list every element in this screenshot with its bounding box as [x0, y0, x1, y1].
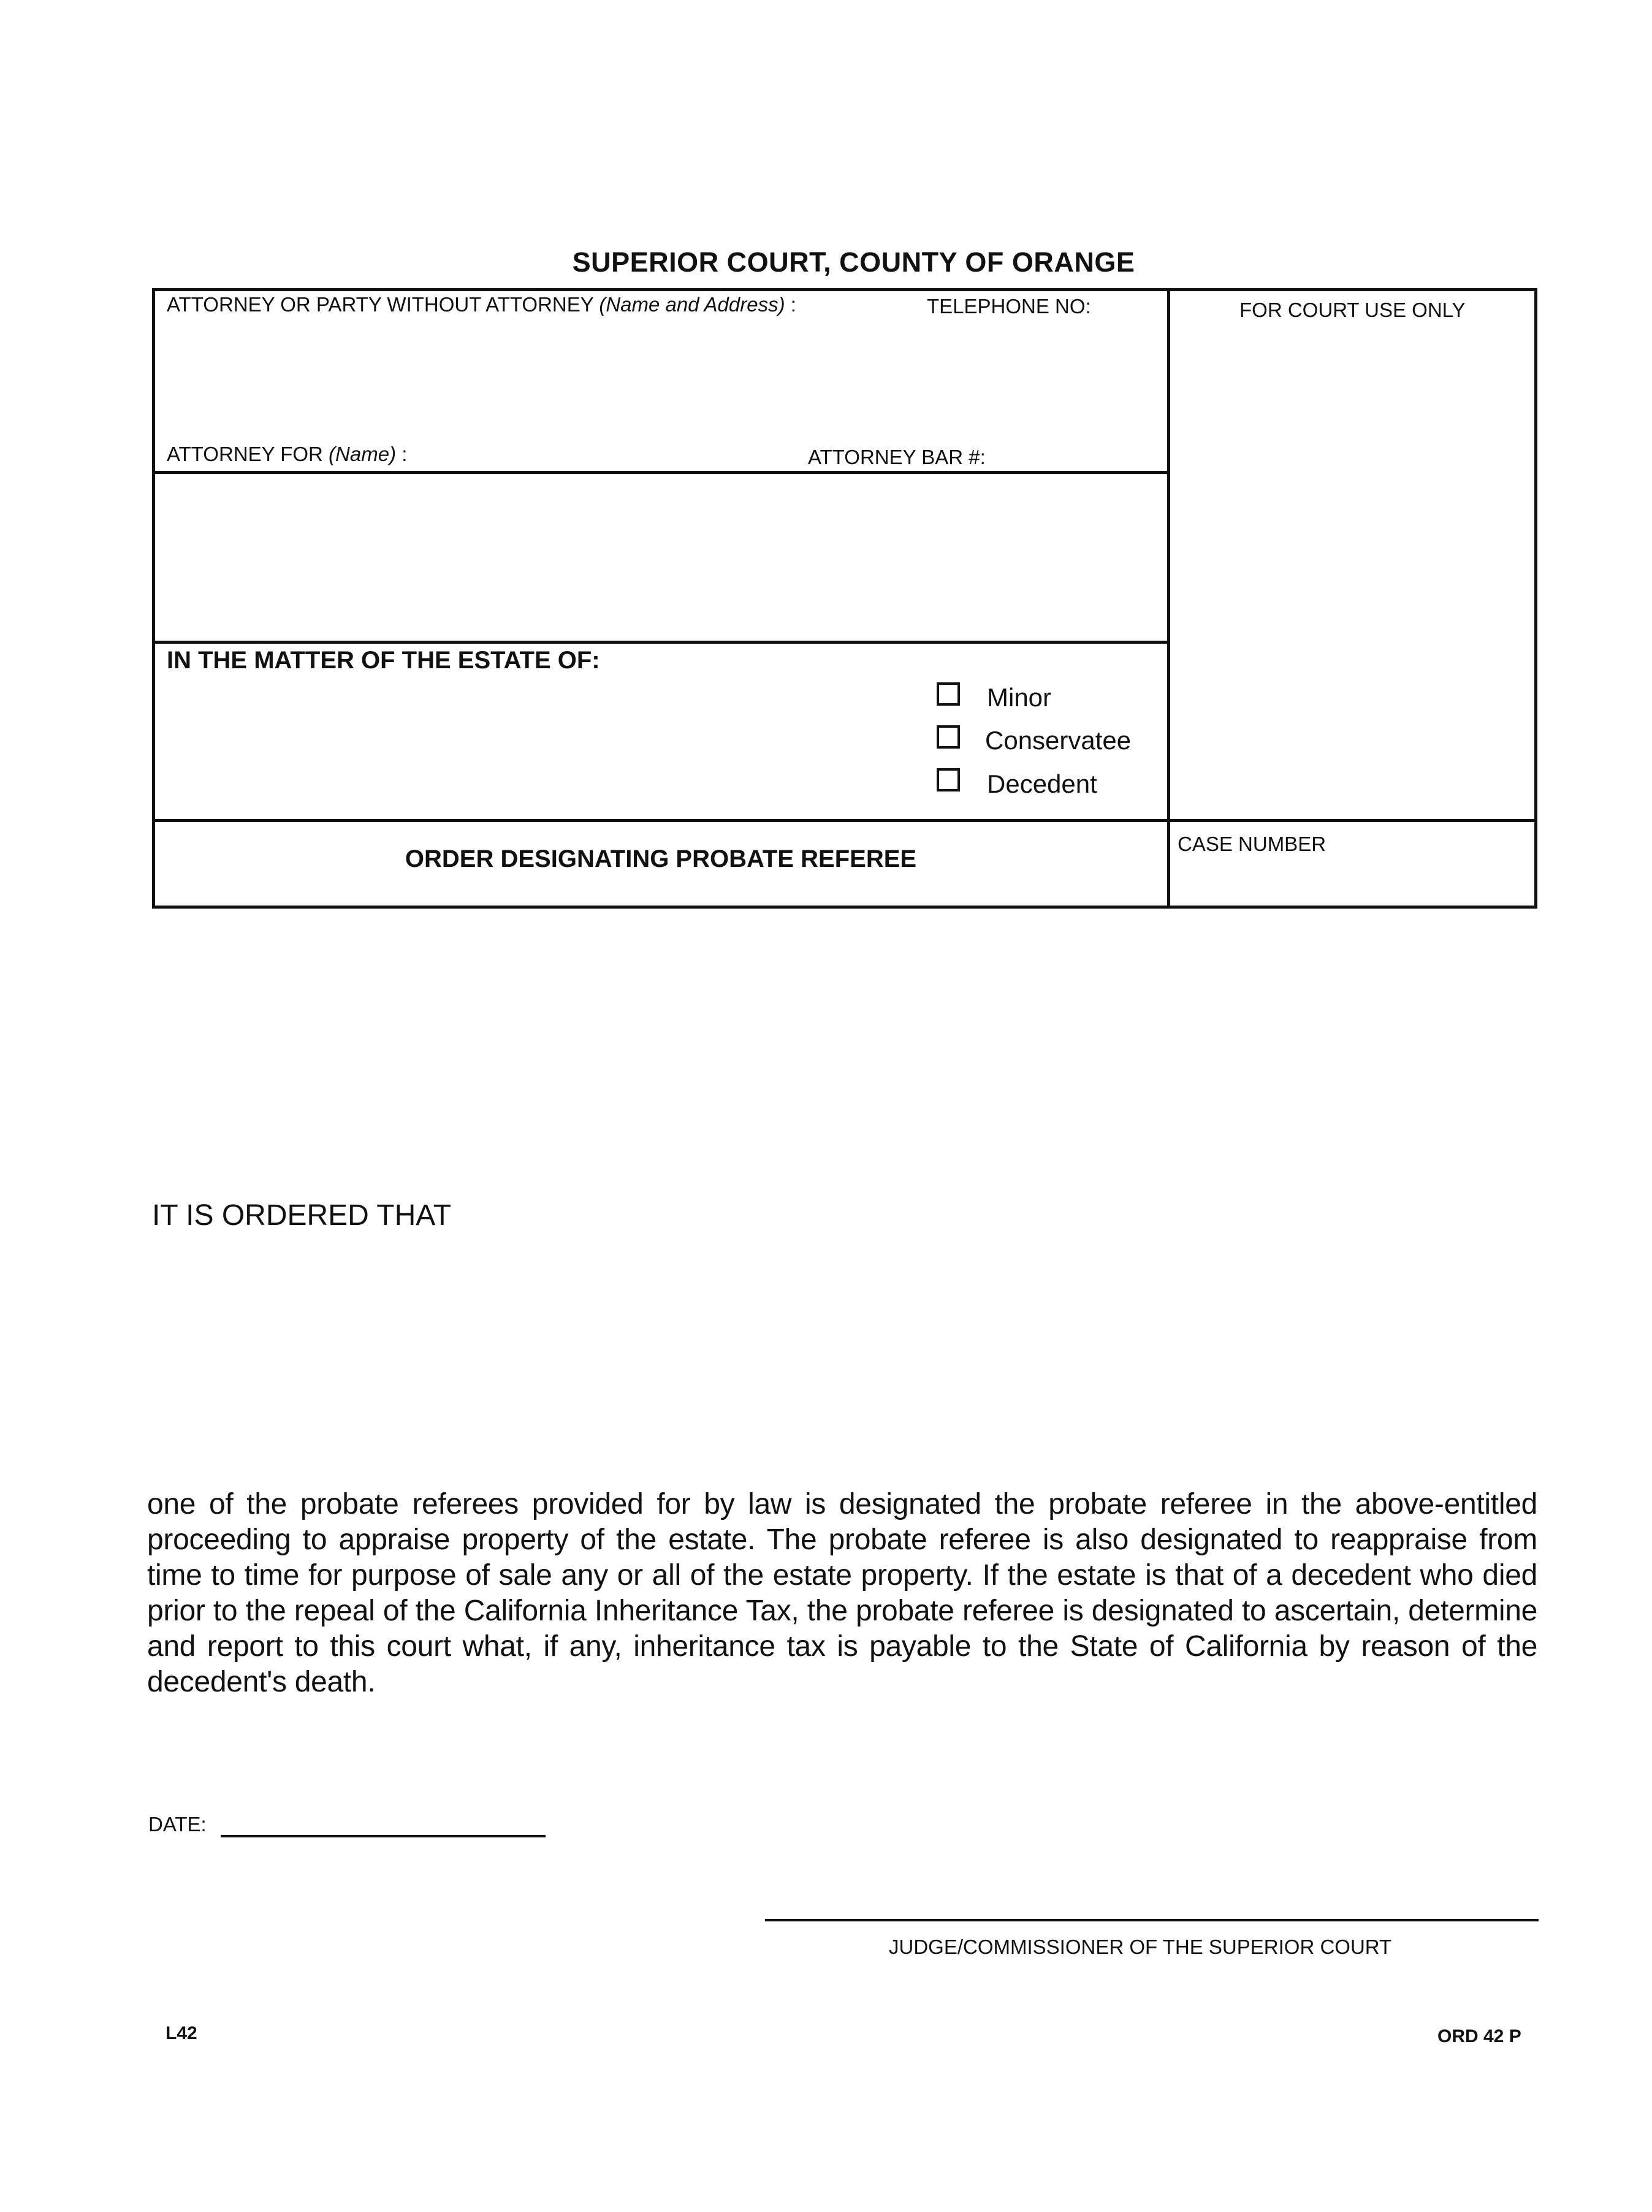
- ordered-heading: IT IS ORDERED THAT: [152, 1199, 452, 1232]
- case-number-label: CASE NUMBER: [1178, 833, 1327, 855]
- court-use-divider: [1167, 288, 1170, 909]
- attorney-bar-label: ATTORNEY BAR #:: [808, 446, 986, 468]
- attorney-for-italic: (Name): [329, 443, 397, 465]
- attorney-section-divider: [152, 471, 1170, 474]
- estate-section-divider: [152, 819, 1537, 822]
- attorney-label-italic: (Name and Address): [599, 293, 785, 316]
- attorney-for-text: ATTORNEY FOR: [167, 443, 323, 465]
- attorney-name-address-label: [167, 293, 796, 316]
- minor-label: Minor: [987, 683, 1052, 712]
- attorney-label-suffix: :: [790, 293, 796, 316]
- attorney-label-text: ATTORNEY OR PARTY WITHOUT ATTORNEY: [167, 293, 594, 316]
- blank-section-divider: [152, 641, 1170, 644]
- date-label: DATE:: [148, 1813, 207, 1836]
- court-name-field[interactable]: [159, 478, 1159, 635]
- judge-label: JUDGE/COMMISSIONER OF THE SUPERIOR COURT: [889, 1935, 1392, 1958]
- order-paragraph: one of the probate referees provided for by law is designated the probate referee in the above-entitled proceeding to appraise property of the estate. The probate referee is also designated to reappraise from time to time for purpose of sale any or all of the estate property. If the estate is that of a decedent who died prior to the repeal of the California Inheritance Tax, the probate referee is designated to ascertain, determine and report to this court what, if any, inheritance tax is payable to the State of California by reason of the decedent's death.: [147, 1488, 1537, 1698]
- decedent-label: Decedent: [987, 769, 1097, 798]
- attorney-name-address-field[interactable]: [167, 324, 1148, 434]
- attorney-for-label: [167, 443, 407, 466]
- telephone-label: TELEPHONE NO:: [927, 295, 1091, 318]
- attorney-for-suffix: :: [402, 443, 408, 465]
- judge-signature-line[interactable]: [765, 1919, 1539, 1921]
- minor-checkbox[interactable]: [937, 682, 960, 706]
- conservatee-checkbox[interactable]: [937, 725, 960, 749]
- case-number-field[interactable]: [1177, 858, 1526, 901]
- court-use-label: FOR COURT USE ONLY: [1239, 299, 1466, 321]
- referee-name-field[interactable]: [152, 1251, 1537, 1459]
- form-code-right: ORD 42 P: [1437, 2026, 1521, 2046]
- conservatee-label: Conservatee: [985, 726, 1132, 755]
- form-code-left: L42: [166, 2023, 197, 2043]
- court-title: SUPERIOR COURT, COUNTY OF ORANGE: [572, 246, 1135, 278]
- decedent-checkbox[interactable]: [937, 768, 960, 791]
- estate-label: IN THE MATTER OF THE ESTATE OF:: [167, 647, 600, 674]
- date-line[interactable]: [221, 1835, 546, 1837]
- order-title: ORDER DESIGNATING PROBATE REFEREE: [405, 845, 917, 872]
